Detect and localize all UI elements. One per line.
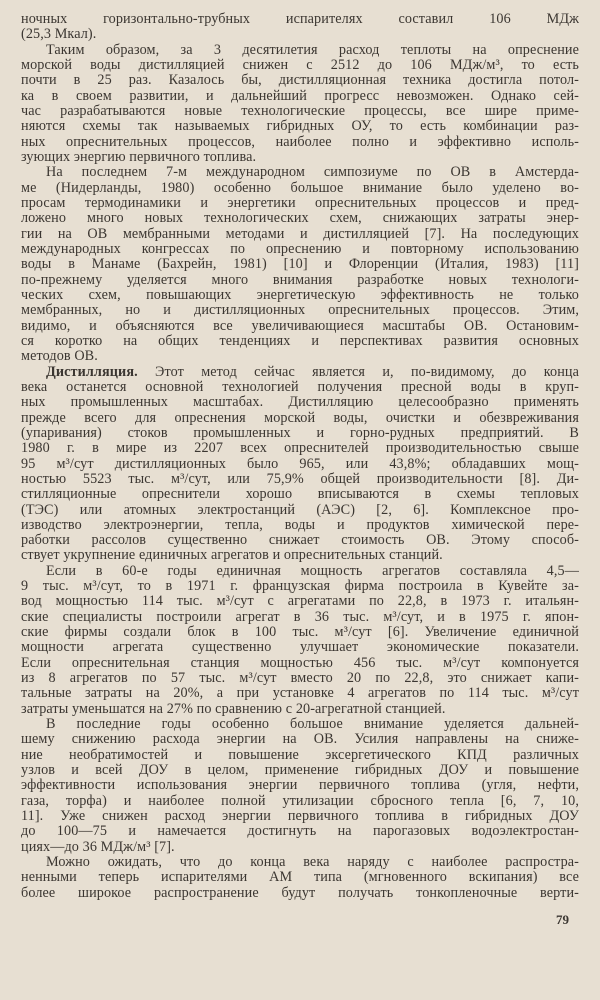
line-text: ся коротко на общих тенденциях и перспективах развития основных — [21, 333, 579, 349]
line-text: затраты уменьшатся на 27% по сравнению с 20-агрегатной станцией. — [21, 701, 446, 717]
text-line — [21, 395, 579, 410]
text-line — [21, 778, 579, 793]
text-line — [21, 809, 579, 824]
line-text: воды в Манаме (Бахрейн, 1981) [10] и Флоренции (Италия, 1983) [11] — [21, 257, 579, 273]
line-text: циях—до 36 МДж/м³ [7]. — [21, 839, 175, 855]
text-line — [21, 594, 579, 609]
line-text: ложено много новых технологических схем, снижающих затраты энер- — [21, 211, 579, 227]
line-text: ностью 5523 тыс. м³/сут, или 75,9% общей производительности [8]. Ди- — [21, 471, 579, 487]
text-line — [21, 625, 579, 640]
line-text: няются схемы так называемых гибридных ОУ, то есть комбинации раз- — [21, 119, 579, 135]
text-line — [21, 748, 579, 763]
line-text: мощности агрегата существенно улучшает экономические показатели. — [21, 640, 579, 656]
line-text: почти в 25 раз. Казалось бы, дистилляционная техника достигла потол- — [21, 73, 579, 89]
page-text-body — [21, 12, 579, 901]
line-text: методов ОВ. — [21, 349, 98, 365]
line-text: тальные затраты на 20%, а при установке 4 агрегатов по 114 тыс. м³/сут — [21, 686, 579, 702]
text-line — [21, 196, 579, 211]
text-line — [21, 457, 579, 472]
text-line — [21, 303, 579, 318]
text-line — [21, 181, 579, 196]
text-line — [21, 135, 579, 150]
text-line — [21, 89, 579, 104]
line-text: работки рассолов существенно снижает стоимость ОВ. Этому способ- — [21, 533, 579, 549]
line-text: прежде всего для опреснения морской воды, очистки и обезвреживания — [21, 410, 579, 426]
line-text: Если в 60-е годы единичная мощность агрегатов составляла 4,5— — [46, 563, 579, 579]
text-line — [21, 840, 579, 855]
text-line — [21, 365, 579, 380]
text-line — [21, 334, 579, 349]
text-line — [21, 257, 579, 272]
line-text: Если опреснительная станция мощностью 456 тыс. м³/сут компонуется — [21, 655, 579, 671]
line-text: ствует укрупнение единичных агрегатов и опреснительных станций. — [21, 548, 443, 564]
text-line — [21, 717, 579, 732]
text-line — [21, 824, 579, 839]
text-line — [21, 671, 579, 686]
line-text: 95 м³/сут дистилляционных было 965, или 43,8%; обладавших мощ- — [21, 456, 579, 472]
line-text: ка в своем развитии, и дальнейший прогресс невозможен. Однако сей- — [21, 88, 579, 104]
text-line — [21, 380, 579, 395]
line-text: ские фирмы создали блок в 100 тыс. м³/сут [6]. Увеличение единичной — [21, 625, 579, 641]
line-text: просам термодинамики и энергетики опреснительных процессов и пред- — [21, 195, 579, 211]
line-text: до 100—75 и намечается достигнуть на парогазовых водоэлектростан- — [21, 824, 579, 840]
line-text: Этот метод сейчас является и, по-видимому, до конца — [137, 364, 579, 380]
text-line — [21, 579, 579, 594]
line-text: международных конгрессах по опреснению и повторному использованию — [21, 241, 579, 257]
line-text: мембранных, но и дистилляционных опреснительных процессов. Этим, — [21, 303, 579, 319]
text-line — [21, 426, 579, 441]
line-text: по-прежнему уделяется много внимания разработке новых технологи- — [21, 272, 579, 288]
line-text: На последнем 7-м международном симпозиуме по ОВ в Амстерда- — [46, 165, 579, 181]
text-line — [21, 12, 579, 27]
text-line — [21, 855, 579, 870]
text-line — [21, 472, 579, 487]
text-line — [21, 564, 579, 579]
line-text: (25,3 Мкал). — [21, 27, 97, 43]
line-text: ние необратимостей и повышение эксергетического КПД различных — [21, 747, 579, 763]
line-text: ские специалисты построили агрегат в 36 тыс. м³/сут, и в 1975 г. япон- — [21, 609, 579, 625]
line-text: Можно ожидать, что до конца века наряду с наиболее распростра- — [46, 855, 579, 871]
text-line — [21, 73, 579, 88]
text-line — [21, 273, 579, 288]
text-line — [21, 794, 579, 809]
text-line — [21, 43, 579, 58]
line-text: Таким образом, за 3 десятилетия расход теплоты на опреснение — [46, 42, 579, 58]
text-line — [21, 27, 579, 42]
page-number: 79 — [556, 912, 569, 927]
line-text: шему снижению расхода энергии на ОВ. Усилия направлены на сниже- — [21, 732, 579, 748]
text-line — [21, 227, 579, 242]
text-line — [21, 411, 579, 426]
text-line — [21, 441, 579, 456]
text-line — [21, 487, 579, 502]
line-text: гии на ОВ мембранными методами и дистилляцией [7]. На последующих — [21, 226, 579, 242]
text-line — [21, 211, 579, 226]
line-text: 11]. Уже снижен расход энергии первичного топлива в гибридных ДОУ — [21, 809, 579, 825]
text-line — [21, 533, 579, 548]
text-line — [21, 518, 579, 533]
line-text: ненными теперь испарителями АМ типа (мгновенного вскипания) все — [21, 870, 579, 886]
line-text: час разрабатываются новые технологические процессы, все шире приме- — [21, 103, 579, 119]
text-line — [21, 732, 579, 747]
line-text: ме (Нидерланды, 1980) особенно большое внимание было уделено во- — [21, 180, 579, 196]
text-line — [21, 548, 579, 563]
text-line — [21, 870, 579, 885]
line-text: зующих энергию первичного топлива. — [21, 149, 257, 165]
line-text: 1980 г. в мире из 2207 всех опреснителей производительностью свыше — [21, 441, 579, 457]
text-line — [21, 640, 579, 655]
line-text: 9 тыс. м³/сут, то в 1971 г. французская фирма построила в Кувейте за- — [21, 579, 579, 595]
text-line — [21, 165, 579, 180]
line-text: В последние годы особенно большое внимание уделяется дальней- — [46, 717, 579, 733]
section-heading: Дистилляция. — [46, 364, 138, 380]
line-text: морской воды дистилляцией снижен с 2512 до 106 МДж/м³, то есть — [21, 57, 579, 73]
line-text: из 8 агрегатов по 57 тыс. м³/сут вместо 20 по 22,8, это снижает капи- — [21, 671, 579, 687]
text-line — [21, 319, 579, 334]
line-text: века останется основной технологией получения пресной воды в круп- — [21, 379, 579, 395]
text-line — [21, 763, 579, 778]
text-line — [21, 656, 579, 671]
text-line — [21, 119, 579, 134]
line-text: изводство электроэнергии, тепла, воды и продуктов химической пере- — [21, 517, 579, 533]
line-text: видимо, и объясняются все увеличивающиеся масштабы ОВ. Остановим- — [21, 318, 579, 334]
text-line — [21, 686, 579, 701]
text-line — [21, 702, 579, 717]
line-text: ных промышленных масштабах. Дистилляцию целесообразно применять — [21, 395, 579, 411]
line-text: стилляционные опреснители хорошо вписываются в схемы тепловых — [21, 487, 579, 503]
line-text: вод мощностью 114 тыс. м³/сут с агрегатами по 22,8, в 1973 г. итальян- — [21, 594, 579, 610]
text-line — [21, 288, 579, 303]
text-line — [21, 503, 579, 518]
line-text: узлов и всей ДОУ в целом, применение гибридных ДОУ и повышение — [21, 763, 579, 779]
line-text: газа, торфа) и наиболее полной утилизации сбросного тепла [6, 7, 10, — [21, 793, 579, 809]
text-line — [21, 242, 579, 257]
line-text: ных опреснительных процессов, наиболее полно и эффективно исполь- — [21, 134, 579, 150]
line-text: более широкое распространение будут получать тонкопленочные верти- — [21, 885, 579, 901]
text-line — [21, 886, 579, 901]
text-line — [21, 58, 579, 73]
line-text: (ТЭС) или атомных электростанций (АЭС) [2, 6]. Комплексное про- — [21, 502, 579, 518]
text-line — [21, 104, 579, 119]
line-text: ческих схем, повышающих энергетическую эффективность не только — [21, 287, 579, 303]
line-text: ночных горизонтально-трубных испарителях составил 106 МДж — [21, 12, 579, 27]
line-text: (упаривания) стоков промышленных и горно-рудных предприятий. В — [21, 425, 579, 441]
text-line — [21, 610, 579, 625]
text-line — [21, 150, 579, 165]
text-line — [21, 349, 579, 364]
line-text: эффективности использования энергии первичного топлива (угля, нефти, — [21, 778, 579, 794]
